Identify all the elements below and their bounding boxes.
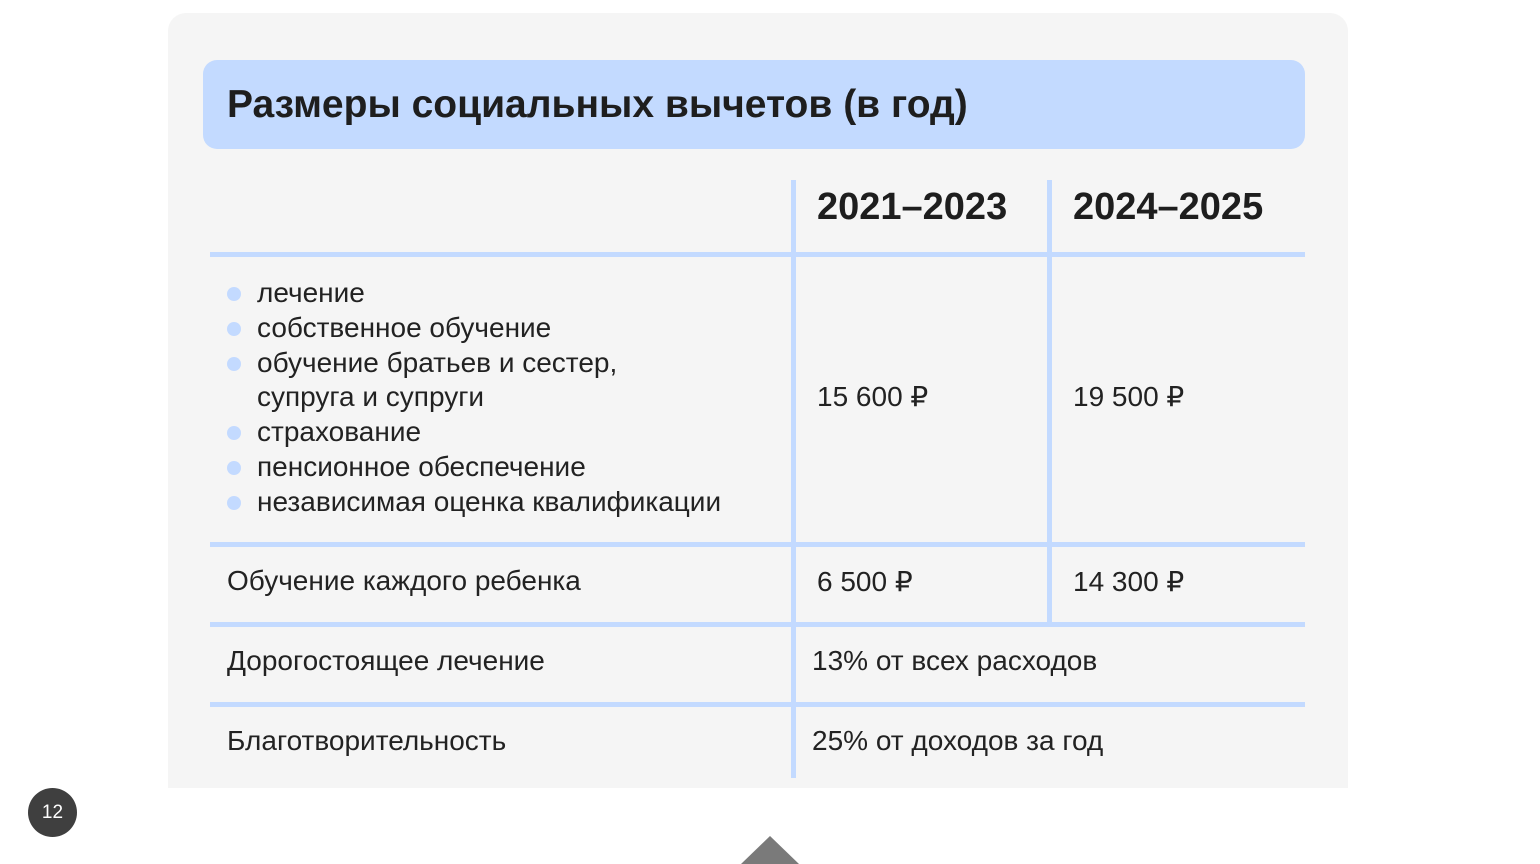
list-item: страхование bbox=[226, 415, 817, 449]
table-column-divider bbox=[1047, 180, 1052, 624]
deduction-categories-list bbox=[226, 276, 817, 520]
page-number-badge: 12 bbox=[28, 788, 77, 837]
circle-bullet-icon bbox=[227, 426, 241, 440]
list-item: собственное обучение bbox=[226, 311, 817, 345]
up-arrow-icon[interactable] bbox=[741, 836, 799, 864]
table-row-divider bbox=[210, 252, 1305, 257]
table-row-divider bbox=[210, 702, 1305, 707]
slide bbox=[168, 13, 1348, 788]
slide-title: Размеры социальных вычетов (в год) bbox=[227, 83, 968, 126]
list-item: обучение братьев и сестер, супруга и супруги bbox=[226, 346, 677, 414]
row-label-charity: Благотворительность bbox=[227, 725, 507, 756]
circle-bullet-icon bbox=[227, 287, 241, 301]
amount-2024-2025-child-education: 14 300 ₽ bbox=[1073, 566, 1185, 597]
amount-charity: 25% от доходов за год bbox=[812, 725, 1104, 756]
table-row-divider bbox=[210, 542, 1305, 547]
column-header-2021-2023: 2021–2023 bbox=[817, 186, 1008, 228]
column-header-2024-2025: 2024–2025 bbox=[1073, 186, 1264, 228]
circle-bullet-icon bbox=[227, 322, 241, 336]
amount-2021-2023-child-education: 6 500 ₽ bbox=[817, 566, 913, 597]
amount-2024-2025-general: 19 500 ₽ bbox=[1073, 381, 1185, 412]
title-banner bbox=[203, 60, 1305, 149]
row-label-expensive-treatment: Дорогостоящее лечение bbox=[227, 645, 545, 676]
amount-expensive-treatment: 13% от всех расходов bbox=[812, 645, 1098, 676]
amount-2021-2023-general: 15 600 ₽ bbox=[817, 381, 929, 412]
circle-bullet-icon bbox=[227, 496, 241, 510]
list-item: лечение bbox=[226, 276, 817, 310]
list-item: независимая оценка квалификации bbox=[226, 485, 817, 519]
row-label-child-education: Обучение каждого ребенка bbox=[227, 565, 581, 596]
list-item: пенсионное обеспечение bbox=[226, 450, 817, 484]
table-row-divider bbox=[210, 622, 1305, 627]
circle-bullet-icon bbox=[227, 461, 241, 475]
circle-bullet-icon bbox=[227, 357, 241, 371]
